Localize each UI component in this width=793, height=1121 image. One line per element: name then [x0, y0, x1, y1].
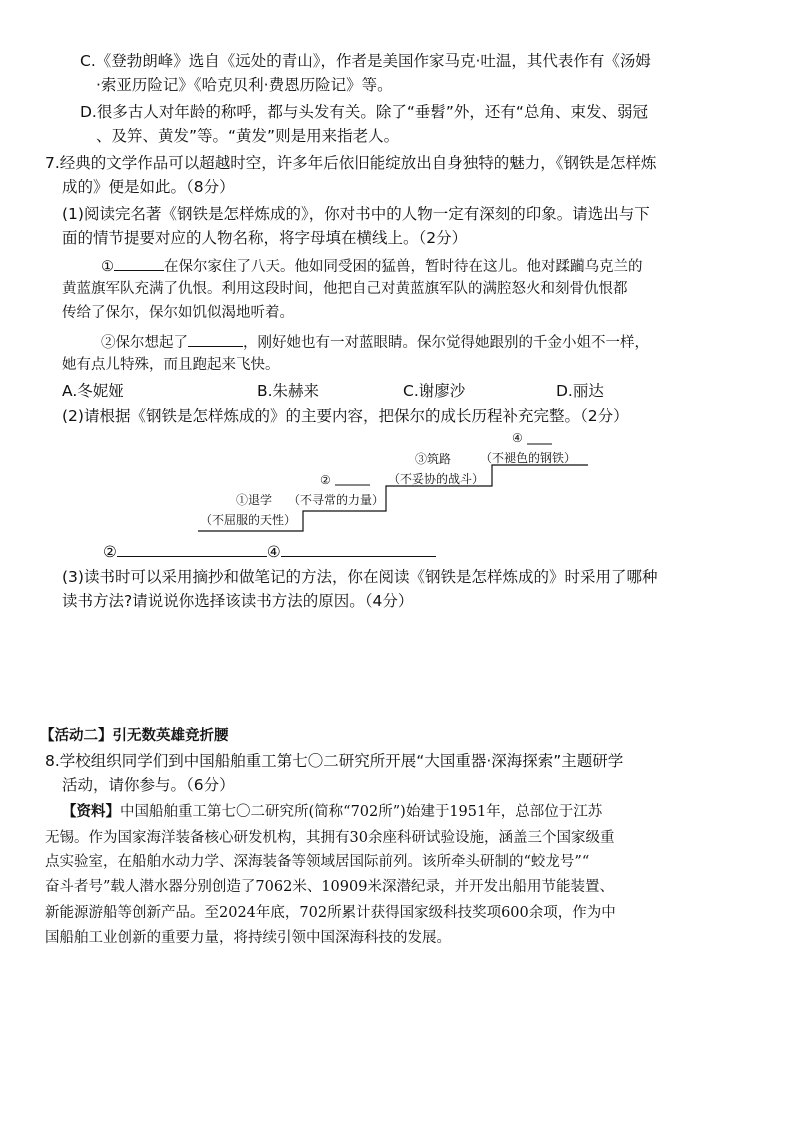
q8-resource-line1: [62, 802, 602, 822]
q7-item1-line2: 黄蓝旗军队充满了仇恨。利用这段时间，他把自己对黄蓝旗军队的满腔怒火和刻骨仇恨都: [62, 281, 628, 297]
item1-text: 在保尔家住了八天。他如同受困的猛兽，暂时待在这儿。他对蹂躏乌克兰的: [164, 259, 643, 275]
answer-blank-2[interactable]: [117, 541, 267, 557]
step2-box: （不寻常的力量）: [288, 493, 385, 507]
q6-option-c-line1: C.《登勃朗峰》选自《远处的青山》，作者是美国作家马克·吐温，其代表作有《汤姆: [80, 52, 651, 70]
choice-d: D.丽达: [556, 382, 604, 400]
answer-blank-4[interactable]: [281, 541, 436, 557]
q7-item1-line3: 传给了保尔，保尔如饥似渴地听着。: [62, 305, 294, 321]
growth-staircase-diagram: [190, 425, 610, 540]
step4-label: ④: [512, 431, 523, 445]
q8-resource-line4: 奋斗者号”载人潜水器分别创造了7062米、10909米深潜纪录，并开发出船用节能装置、: [45, 879, 614, 895]
choice-b: B.朱赫来: [257, 382, 320, 400]
item1-mark: ①: [101, 259, 114, 275]
q8-resource-line3: 点实验室，在船舶水动力学、深海装备等领域居国际前列。该所牵头研制的“蛟龙号”“: [45, 854, 590, 870]
q7-stem-line1: 7.经典的文学作品可以超越时空，许多年后依旧能绽放出自身独特的魅力，《钢铁是怎样炼: [45, 154, 657, 172]
item2-blank[interactable]: [188, 331, 243, 347]
q8-resource-line5: 新能源游船等创新产品。至2024年底，702所累计获得国家级科技奖项600余项，作为中: [45, 905, 616, 921]
q6-option-c-line2: ·索亚历险记》《哈克贝利·费恩历险记》等。: [96, 76, 393, 94]
answer-mark-4: ④: [266, 543, 281, 561]
step1-label: ①退学: [236, 493, 273, 507]
step3-label: ③筑路: [415, 452, 452, 466]
choice-a: A.冬妮娅: [62, 382, 124, 400]
q7-part3-line2: 读书方法?请说说你选择该读书方法的原因。（4分）: [62, 592, 414, 610]
q8-resource-line6: 国船舶工业创新的重要力量，将持续引领中国深海科技的发展。: [45, 930, 451, 946]
answer-line-2: [103, 541, 436, 562]
choice-c: C.谢廖沙: [403, 382, 466, 400]
step3-box: （不妥协的战斗）: [388, 472, 485, 486]
q8-stem-line2: 活动，请你参与。（6分）: [62, 776, 235, 794]
answer-mark-2: ②: [103, 543, 117, 561]
q7-item1-line1: [101, 255, 643, 277]
step1-box: （不屈服的天性）: [200, 513, 297, 527]
resource-label: 【资料】: [62, 804, 120, 820]
step2-label: ②: [320, 473, 331, 487]
item2-lead: ②保尔想起了: [101, 335, 188, 351]
resource-text-1: 中国船舶重工第七〇二研究所(简称“702所”)始建于1951年，总部位于江苏: [120, 804, 603, 820]
q7-part1-line2: 面的情节提要对应的人物名称，将字母填在横线上。（2分）: [62, 229, 468, 247]
q7-part3-line1: (3)读书时可以采用摘抄和做笔记的方法，你在阅读《钢铁是怎样炼成的》时采用了哪种: [62, 568, 658, 586]
q8-resource-line2: 无锡。作为国家海洋装备核心研发机构，其拥有30余座科研试验设施，涵盖三个国家级重: [45, 830, 615, 846]
item2-rest: ，刚好她也有一对蓝眼睛。保尔觉得她跟别的千金小姐不一样，: [243, 335, 649, 351]
q7-part1-line1: (1)阅读完名著《钢铁是怎样炼成的》，你对书中的人物一定有深刻的印象。请选出与下: [62, 205, 650, 223]
q7-stem-line2: 成的》便是如此。（8分）: [62, 178, 235, 196]
q7-item2-line2: 她有点儿特殊，而且跑起来飞快。: [62, 357, 280, 373]
q6-option-d-line1: D.很多古人对年龄的称呼，都与头发有关。除了“垂髫”外，还有“总角、束发、弱冠: [80, 103, 648, 121]
q7-part2: (2)请根据《钢铁是怎样炼成的》的主要内容，把保尔的成长历程补充完整。（2分）: [62, 407, 629, 425]
activity2-heading: 【活动二】引无数英雄竞折腰: [40, 728, 229, 744]
q8-stem-line1: 8.学校组织同学们到中国船舶重工第七〇二研究所开展“大国重器·深海探索”主题研学: [45, 752, 624, 770]
q6-option-d-line2: 、及笄、黄发”等。“黄发”则是用来指老人。: [96, 127, 400, 145]
step4-box: （不褪色的钢铁）: [480, 451, 577, 465]
item1-blank[interactable]: [114, 255, 164, 271]
q7-item2-line1: [101, 331, 649, 353]
